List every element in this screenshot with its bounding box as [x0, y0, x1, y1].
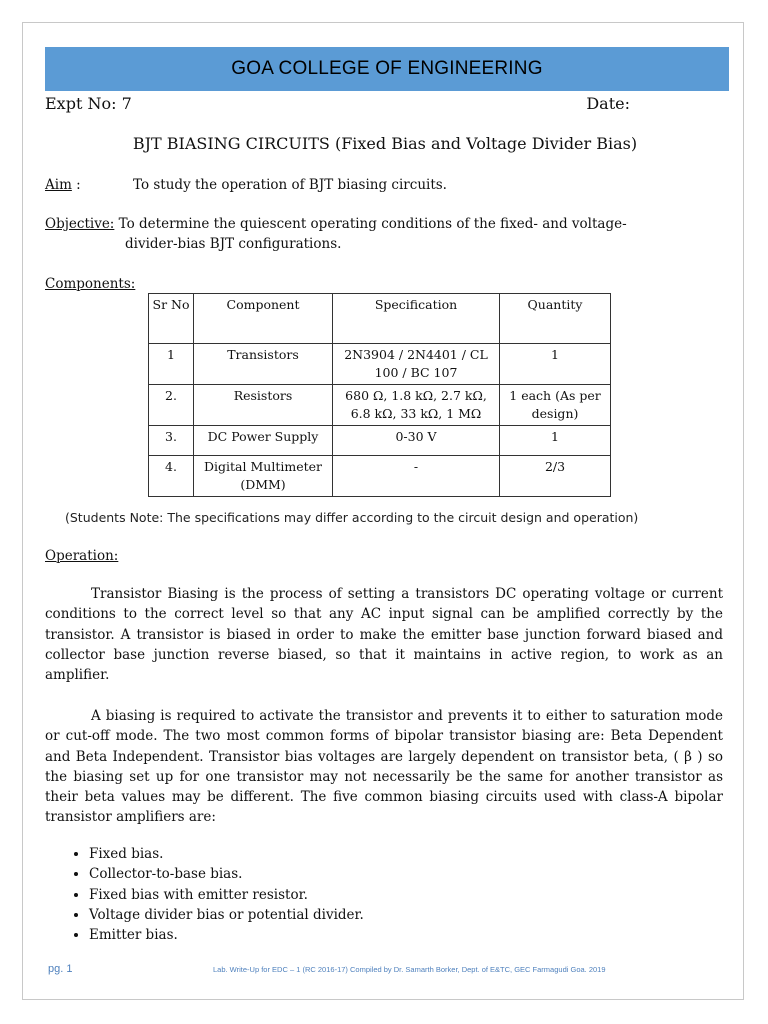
- list-item: • Fixed bias.: [89, 844, 364, 864]
- table-row: [149, 344, 611, 385]
- objective-line-1: [45, 214, 725, 234]
- college-banner: [45, 47, 729, 91]
- aim-label: Aim: [45, 177, 72, 193]
- cell-qty: 1 each (As per design): [500, 385, 611, 426]
- cell-sr: 1: [149, 344, 194, 385]
- cell-sr: 4.: [149, 456, 194, 497]
- table-row: [149, 426, 611, 456]
- aim-text: To study the operation of BJT biasing circuits.: [133, 177, 447, 193]
- experiment-title: BJT BIASING CIRCUITS (Fixed Bias and Voltage Divider Bias): [132, 134, 638, 153]
- cell-component: DC Power Supply: [194, 426, 333, 456]
- cell-spec: -: [333, 456, 500, 497]
- table-row: [149, 456, 611, 497]
- cell-qty: 2/3: [500, 456, 611, 497]
- cell-component: Resistors: [194, 385, 333, 426]
- list-item: • Voltage divider bias or potential divider.: [89, 905, 364, 925]
- col-header-quantity: Quantity: [500, 294, 611, 344]
- objective-label: Objective:: [45, 216, 115, 232]
- experiment-header-row: [45, 94, 630, 113]
- cell-sr: 2.: [149, 385, 194, 426]
- page-number: pg. 1: [48, 963, 73, 975]
- list-item: • Fixed bias with emitter resistor.: [89, 885, 364, 905]
- operation-paragraph-2: A biasing is required to activate the transistor and prevents it to either to saturation mode or cut-off mode. The two most common forms of bipolar transistor biasing are: Beta Dependent and Beta Independent. Transistor bias voltages are largely dependent on transistor beta, ( β ) so the biasing set up for one transistor may not necessarily be the same for another transistor as their beta values may be different. The five common biasing circuits used with class-A bipolar transistor amplifiers are:: [45, 708, 723, 826]
- cell-spec: 680 Ω, 1.8 kΩ, 2.7 kΩ, 6.8 kΩ, 33 kΩ, 1 MΩ: [333, 385, 500, 426]
- components-table: [148, 293, 611, 497]
- list-item: • Collector-to-base bias.: [89, 864, 364, 884]
- objective-text-2: divider-bias BJT configurations.: [125, 236, 342, 252]
- col-header-component: Component: [194, 294, 333, 344]
- col-header-specification: Specification: [333, 294, 500, 344]
- cell-component: Transistors: [194, 344, 333, 385]
- col-header-sr: Sr No: [149, 294, 194, 344]
- objective-text-1: To determine the quiescent operating conditions of the fixed- and voltage-: [118, 216, 627, 232]
- footer-info: Lab. Write-Up for EDC – 1 (RC 2016-17) Compiled by Dr. Samarth Borker, Dept. of E&TC, GEC Farmagudi Goa. 2019: [213, 965, 606, 974]
- aim-section: [45, 177, 447, 193]
- cell-sr: 3.: [149, 426, 194, 456]
- biasing-types-list: [45, 844, 364, 945]
- list-item: • Emitter bias.: [89, 925, 364, 945]
- table-row: [149, 385, 611, 426]
- college-name: GOA COLLEGE OF ENGINEERING: [231, 58, 543, 79]
- cell-spec: 0-30 V: [333, 426, 500, 456]
- table-header-row: [149, 294, 611, 344]
- students-note: (Students Note: The specifications may differ according to the circuit design and operation): [65, 510, 639, 525]
- operation-heading: Operation:: [45, 548, 119, 564]
- cell-component: Digital Multimeter (DMM): [194, 456, 333, 497]
- experiment-number: Expt No: 7: [45, 94, 132, 113]
- cell-qty: 1: [500, 344, 611, 385]
- components-heading: Components:: [45, 276, 136, 292]
- objective-section: [45, 214, 725, 254]
- cell-spec: 2N3904 / 2N4401 / CL 100 / BC 107: [333, 344, 500, 385]
- date-label: Date:: [586, 94, 630, 113]
- aim-separator: :: [71, 177, 81, 193]
- operation-paragraph-1: Transistor Biasing is the process of setting a transistors DC operating voltage or current conditions to the correct level so that any AC input signal can be amplified correctly by the transistor. A transistor is biased in order to make the emitter base junction forward biased and collector base junction reverse biased, so that it maintains in active region, to work as an amplifier.: [45, 586, 723, 684]
- cell-qty: 1: [500, 426, 611, 456]
